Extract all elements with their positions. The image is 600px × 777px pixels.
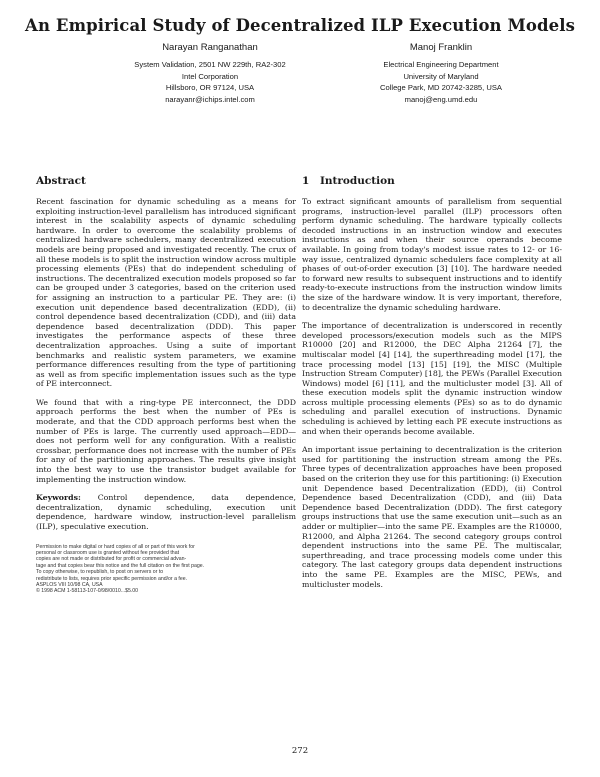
footnote-line: ASPLOS VIII 10/98 CA, USA — [36, 582, 103, 589]
author-affiliation: University of Maryland — [403, 71, 479, 81]
left-column — [36, 175, 296, 595]
intro-paragraph: An important issue pertaining to decentralization is the criterion used for partitioning the instruction stream among the PEs. Three types of decentralization approaches have been proposed based on the criterion they use for this partitioning: (i) Execution unit Dependence based Decentralization (EDD), (ii) Control Dependence based Decentralization (CDD), and (iii) Data Dependence based Decentralization (DDD). The first category groups instructions that use the same execution unit—such as an adder or multiplier—into the same PE. Examples are the R10000, R12000, and Alpha 21264. The second category groups control dependent instructions into the same PE. The multiscalar, superthreading, and trace processing models come under this category. The last category groups data dependent instructions into the same PE. Examples are the MISC, PEWs, and multicluster models. — [302, 445, 562, 589]
paper-title: An Empirical Study of Decentralized ILP Execution Models — [25, 16, 575, 35]
author-affiliation: College Park, MD 20742-3285, USA — [380, 83, 502, 93]
footnote-line: redistribute to lists, requires prior specific permission and/or a fee. — [36, 575, 188, 582]
author-email: narayanr@ichips.intel.com — [165, 94, 255, 104]
abstract-paragraph: We found that with a ring-type PE interconnect, the DDD approach performs the best when the number of PEs is moderate, and that the CDD approach performs best when the number of PEs is large. The currently used approach—EDD—does not perform well for any configuration. With a realistic crossbar, performance does not increase with the number of PEs for any of the partitioning approaches. The results give insight into the best way to use the transistor budget available for implementing the instruction window. — [36, 397, 296, 484]
footnote-line: copies are not made or distributed for profit or commercial advan- — [36, 556, 187, 563]
keywords-text: Control dependence, data dependence, decentralization, dynamic scheduling, execution unit dependence, hardware window, instruction-level parallelism (ILP), speculative execution. — [36, 493, 296, 531]
footnote-line: © 1998 ACM 1-58113-107-0/98/0010...$5.00 — [36, 588, 139, 595]
intro-paragraph: To extract significant amounts of parallelism from sequential programs, instruction-level parallel (ILP) processors often perform dynamic scheduling. The hardware typically collects decoded instructions in an instruction window and executes instructions as and when their source operands become available. In going from today's modest issue rates to 12- or 16-way issue, centralized dynamic schedulers face complexity at all phases of out-of-order execution [3] [10]. The hardware needed to forward new results to subsequent instructions and to identify ready-to-execute instructions from the instruction window limits the size of the hardware window. It is very important, therefore, to decentralize the dynamic scheduling hardware. — [302, 197, 562, 312]
keywords-label: Keywords: — [36, 493, 81, 503]
author-affiliation: Intel Corporation — [181, 71, 239, 81]
author-block-2 — [326, 42, 556, 105]
abstract-heading: Abstract — [36, 175, 86, 187]
author-email: manoj@eng.umd.edu — [404, 94, 478, 104]
footnote-line: personal or classroom use is granted without fee provided that — [36, 550, 180, 556]
footnote-line: To copy otherwise, to republish, to post on servers or to — [36, 569, 164, 576]
author-name: Narayan Ranganathan — [162, 42, 258, 53]
keywords — [36, 493, 296, 531]
author-affiliation: Hillsboro, OR 97124, USA — [165, 83, 255, 93]
section-number: 1 — [302, 175, 310, 187]
right-column — [302, 175, 562, 598]
introduction-heading — [302, 175, 562, 187]
intro-paragraph: The importance of decentralization is underscored in recently developed processors/execution models such as the MIPS R10000 [20] and R12000, the DEC Alpha 21264 [7], the multiscalar model [4] [14], the superthreading model [17], the trace processing model [13] [15] [19], the MISC (Multiple Instruction Stream Computer) [18], the PEWs (Parallel Execution Windows) model [6] [11], and the multicluster model [3]. All of these execution models split the dynamic instruction window across multiple processing elements (PEs) so as to do dynamic scheduling and parallel execution of instructions. Dynamic scheduling is achieved by letting each PE execute instructions as and when their operands become available. — [302, 321, 562, 436]
author-affiliation: System Validation, 2501 NW 229th, RA2-302 — [134, 60, 286, 69]
author-affiliation: Electrical Engineering Department — [383, 60, 499, 69]
footnote-line: tage and that copies bear this notice and the full citation on the first page. — [36, 562, 205, 569]
page-number: 272 — [291, 746, 309, 756]
section-title: Introduction — [320, 175, 395, 187]
footnote-line: Permission to make digital or hard copies of all or part of this work for — [36, 543, 195, 550]
author-name: Manoj Franklin — [409, 42, 473, 53]
author-block-1 — [95, 42, 325, 105]
abstract-paragraph: Recent fascination for dynamic scheduling as a means for exploiting instruction-level parallelism has introduced significant interest in the scalability aspects of dynamic scheduling hardware. In order to overcome the scalability problems of centralized hardware schedulers, many decentralized execution models are being proposed and investigated recently. The crux of all these models is to split the instruction window across multiple processing elements (PEs) that do independent scheduling of instructions. The decentralized execution models proposed so far can be grouped under 3 categories, based on the criterion used for assigning an instruction to a particular PE. They are: (i) execution unit dependence based decentralization (EDD), (ii) control dependence based decentralization (CDD), and (iii) data dependence based decentralization (DDD). This paper investigates the performance aspects of these three decentralization approaches. Using a suite of important benchmarks and realistic system parameters, we examine performance differences resulting from the type of partitioning as well as from specific implementation issues such as the type of PE interconnect. — [36, 197, 296, 389]
copyright-footnote — [36, 544, 296, 595]
